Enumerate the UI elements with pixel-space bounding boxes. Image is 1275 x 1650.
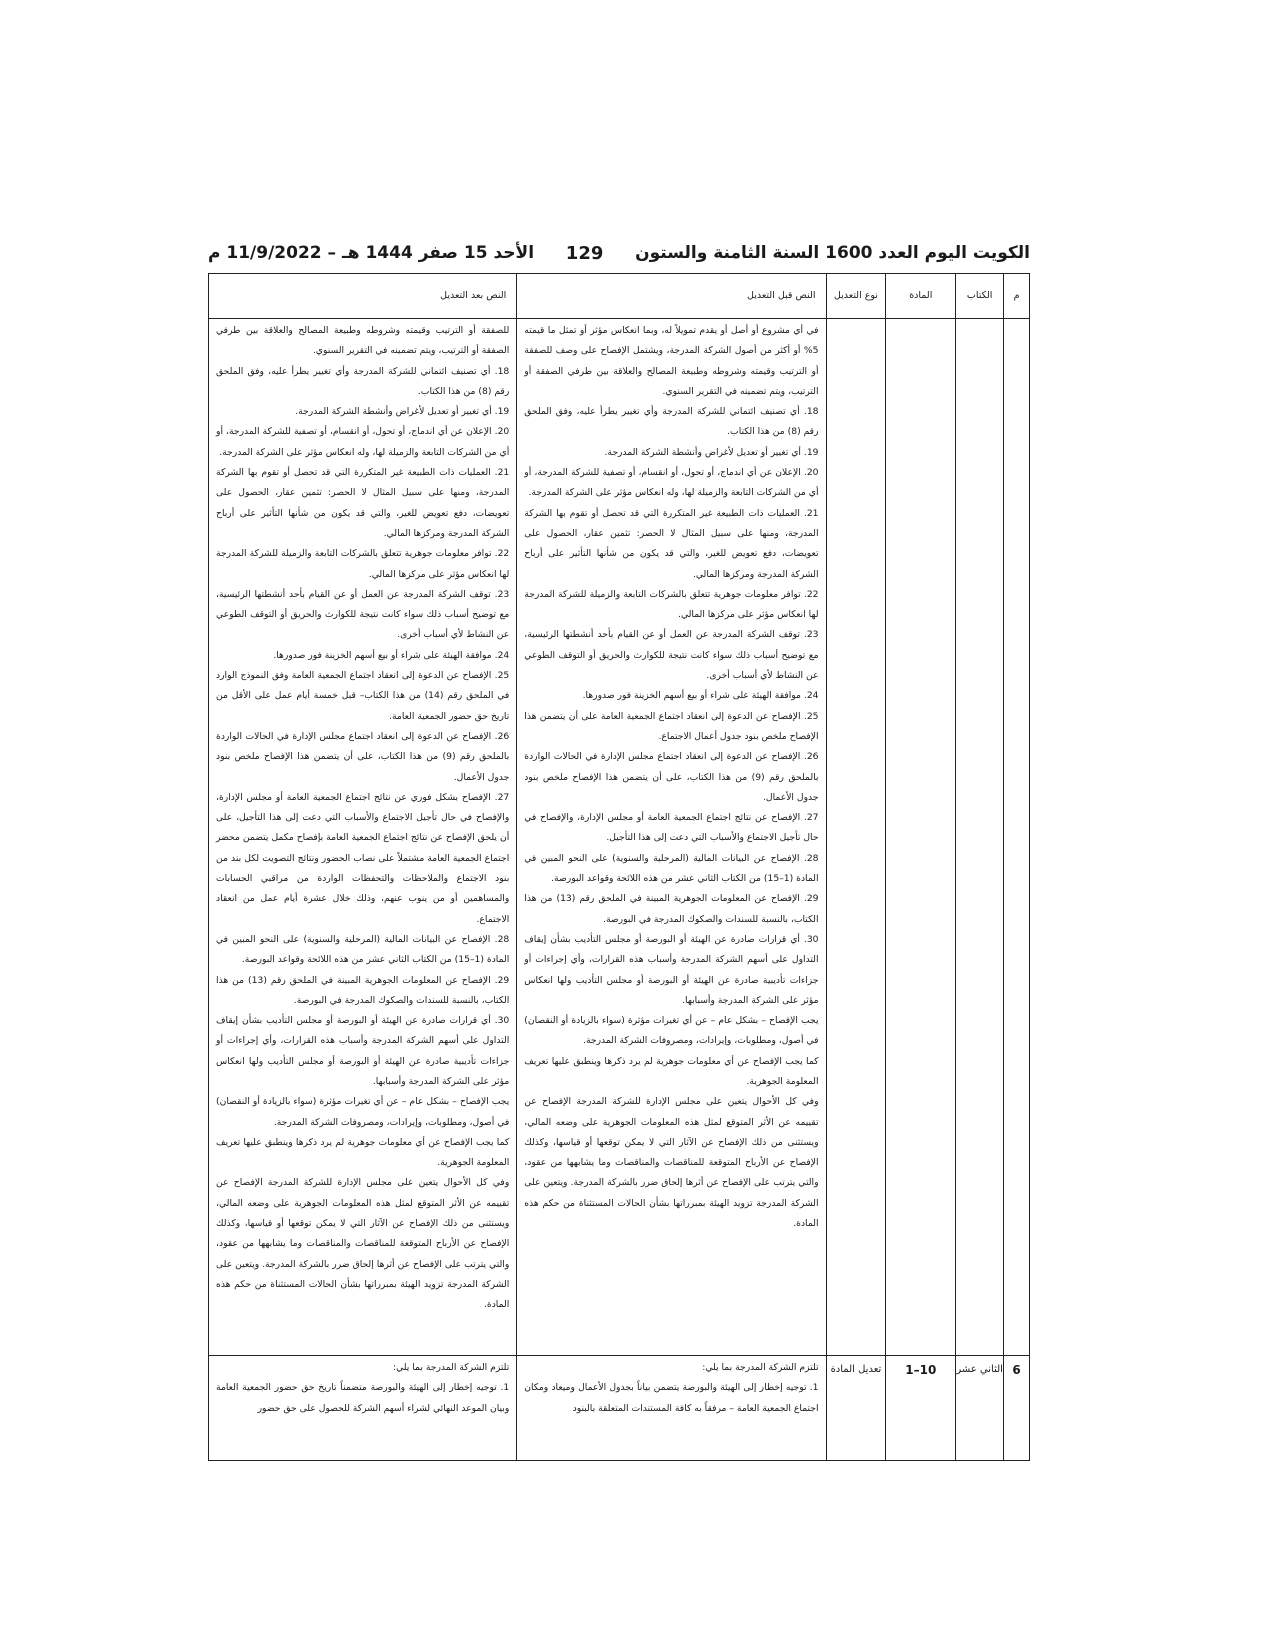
paragraph: 30. أي قرارات صادرة عن الهيئة أو البورصة أو مجلس التأديب بشأن إيقاف التداول على أسهم الشركة المدرجة وأسباب هذه القرارات، وأي إجراءات أو جزاءات تأديبية صادرة عن الهيئة أو البورصة أو مجلس التأديب ولها انعكاس مؤثر على الشركة المدرجة وأسبابها. — [524, 933, 819, 1006]
table-row — [209, 319, 1029, 1356]
paragraph: 26. الإفصاح عن الدعوة إلى انعقاد اجتماع مجلس الإدارة في الحالات الواردة بالملحق رقم (9) من هذا الكتاب، على أن يتضمن هذا الإفصاح ملخص بنود جدول الأعمال. — [216, 730, 510, 783]
paragraph: 24. موافقة الهيئة على شراء أو بيع أسهم الخزينة فور صدورها. — [273, 649, 510, 661]
paragraph: كما يجب الإفصاح عن أي معلومات جوهرية لم يرد ذكرها وينطبق عليها تعريف المعلومة الجوهرية. — [524, 1055, 819, 1087]
paragraph: 24. موافقة الهيئة على شراء أو بيع أسهم الخزينة فور صدورها. — [582, 690, 819, 702]
paragraph: في أي مشروع أو أصل أو يقدم تمويلاً له، وبما انعكاس مؤثر أو تمثل ما قيمته 5% أو أكثر من أصول الشركة المدرجة، ويشتمل الإفصاح على وصف للصفقة أو الترتيب وقيمته وشروطه وطبيعة المصالح والعلاقة بين طرفي الصفقة أو الترتيب، ويتم تضمينه في التقرير السنوي. — [524, 325, 819, 397]
paragraph: وفي كل الأحوال يتعين على مجلس الإدارة للشركة المدرجة الإفصاح عن تقييمه عن الأثر المتوقع لمثل هذه المعلومات الجوهرية على وضعه المالي، ويستثنى من ذلك الإفصاح عن الآثار التي لا يمكن توقعها أو قياسها، وكذلك الإفصاح عن الأرباح المتوقعة للمناقصات والمناقصات وما يشابهها من عقود، والتي يترتب على الإفصاح عن أثرها إلحاق ضرر بالشركة المدرجة. ويتعين على الشركة المدرجة تزويد الهيئة بمبرراتها بشأن الحالات المستثناة من حكم هذه المادة. — [216, 1177, 510, 1311]
column-header-type: نوع التعديل — [826, 274, 886, 318]
amendment-type-cell: تعديل المادة — [826, 1356, 886, 1460]
paragraph: 29. الإفصاح عن المعلومات الجوهرية المبينة في الملحق رقم (13) من هذا الكتاب، بالنسبة للسندات والصكوك المدرجة في البورصة. — [524, 893, 819, 925]
paragraph: 26. الإفصاح عن الدعوة إلى انعقاد اجتماع مجلس الإدارة في الحالات الواردة بالملحق رقم (9) من هذا الكتاب، على أن يتضمن هذا الإفصاح ملخص بنود جدول الأعمال. — [524, 751, 819, 803]
paragraph: للصفقة أو الترتيب وقيمته وشروطه وطبيعة المصالح والعلاقة بين طرفي الصفقة أو الترتيب، ويتم تضمينه في التقرير السنوي. — [216, 325, 510, 357]
column-header-after: النص بعد التعديل — [440, 290, 507, 301]
paragraph: 28. الإفصاح عن البيانات المالية (المرحلية والسنوية) على النحو المبين في المادة (1–15) من الكتاب الثاني عشر من هذه اللائحة وقواعد البورصة. — [524, 852, 819, 885]
paragraph: تلتزم الشركة المدرجة بما يلي: — [702, 1362, 819, 1373]
page-header — [208, 238, 1030, 268]
text-after-cell — [209, 1356, 516, 1460]
paragraph: يجب الإفصاح – بشكل عام – عن أي تغيرات مؤثرة (سواء بالزيادة أو النقصان) في أصول، ومطلوبات، وإيرادات، ومصروفات الشركة المدرجة. — [216, 1096, 510, 1128]
paragraph: 19. أي تغيير أو تعديل لأغراض وأنشطة الشركة المدرجة. — [295, 406, 510, 418]
column-header-article: المادة — [885, 274, 955, 318]
paragraph: يجب الإفصاح – بشكل عام – عن أي تغيرات مؤثرة (سواء بالزيادة أو النقصان) في أصول، ومطلوبات، وإيرادات، ومصروفات الشركة المدرجة. — [524, 1015, 819, 1047]
paragraph: 22. توافر معلومات جوهرية تتعلق بالشركات التابعة والزميلة للشركة المدرجة لها انعكاس مؤثر على مركزها المالي. — [524, 588, 819, 621]
book-cell: الثاني عشر — [955, 1356, 1003, 1460]
row-number: 6 — [1003, 1356, 1029, 1460]
text-before-cell — [516, 1356, 825, 1460]
text-after-cell — [209, 319, 516, 1355]
paragraph: كما يجب الإفصاح عن أي معلومات جوهرية لم يرد ذكرها وينطبق عليها تعريف المعلومة الجوهرية. — [216, 1136, 510, 1169]
paragraph: 21. العمليات ذات الطبيعة غير المتكررة التي قد تحصل أو تقوم بها الشركة المدرجة، ومنها على سبيل المثال لا الحصر: تثمين عقار، الحصول على تعويضات، دفع تعويض للغير، والتي قد يكون من شأنها التأثير على أرباح الشركة المدرجة ومركزها المالي. — [216, 467, 510, 539]
paragraph: 1. توجيه إخطار إلى الهيئة والبورصة يتضمن بياناً بجدول الأعمال وميعاد ومكان اجتماع الجمعية العامة – مرفقاً به كافة المستندات المتعلقة بالبنود — [524, 1382, 819, 1414]
paragraph: 18. أي تصنيف ائتماني للشركة المدرجة وأي تغيير يطرأ عليه، وفق الملحق رقم (8) من هذا الكتاب. — [524, 406, 819, 438]
paragraph: 20. الإعلان عن أي اندماج، أو تحول، أو انقسام، أو تصفية للشركة المدرجة، أو أي من الشركات التابعة والزميلة لها، وله انعكاس مؤثر على الشركة المدرجة. — [524, 467, 819, 499]
column-header-before: النص قبل التعديل — [516, 274, 825, 318]
paragraph: 25. الإفصاح عن الدعوة إلى انعقاد اجتماع الجمعية العامة على أن يتضمن هذا الإفصاح ملخص بنود جدول أعمال الاجتماع. — [524, 710, 819, 742]
paragraph: وفي كل الأحوال يتعين على مجلس الإدارة للشركة المدرجة الإفصاح عن تقييمه عن الأثر المتوقع لمثل هذه المعلومات الجوهرية على وضعه المالي، ويستثنى من ذلك الإفصاح عن الآثار التي لا يمكن توقعها أو قياسها، وكذلك الإفصاح عن الأرباح المتوقعة للمناقصات والمناقصات وما يشابهها من عقود، والتي يترتب على الإفصاح عن أثرها إلحاق ضرر بالشركة المدرجة. ويتعين على الشركة المدرجة تزويد الهيئة بمبرراتها بشأن الحالات المستثناة من حكم هذه المادة. — [524, 1096, 819, 1230]
page-number: 129 — [565, 242, 604, 264]
text-before-cell — [516, 319, 825, 1355]
paragraph: 27. الإفصاح بشكل فوري عن نتائج اجتماع الجمعية العامة أو مجلس الإدارة، والإفصاح في حال تأجيل الاجتماع والأسباب التي دعت إلى هذا التأجيل، على أن يلحق الإفصاح عن نتائج اجتماع الجمعية العامة بإفصاح مكمل يتضمن محضر اجتماع الجمعية العامة مشتملاً على نصاب الحضور ونتائج التصويت لكل بند من بنود الاجتماع والملاحظات والتحفظات الواردة من مراقبي الحسابات والمساهمين أو من ينوب عنهم، وذلك خلال عشرة أيام عمل من انعقاد الاجتماع. — [216, 791, 510, 925]
paragraph: 20. الإعلان عن أي اندماج، أو تحول، أو انقسام، أو تصفية للشركة المدرجة، أو أي من الشركات التابعة والزميلة لها، وله انعكاس مؤثر على الشركة المدرجة. — [216, 426, 510, 458]
table-header-row — [209, 274, 1029, 319]
issue-date: الأحد 15 صفر 1444 هـ – 11/9/2022 م — [208, 243, 535, 263]
table-row — [209, 1356, 1029, 1460]
paragraph: 19. أي تغيير أو تعديل لأغراض وأنشطة الشركة المدرجة. — [604, 446, 819, 458]
paragraph: تلتزم الشركة المدرجة بما يلي: — [392, 1362, 510, 1373]
paragraph: 25. الإفصاح عن الدعوة إلى انعقاد اجتماع الجمعية العامة وفق النموذج الوارد في الملحق رقم (14) من هذا الكتاب– قبل خمسة أيام عمل على الأقل من تاريخ حق حضور الجمعية العامة. — [216, 670, 510, 722]
masthead: الكويت اليوم العدد 1600 السنة الثامنة والستون — [635, 243, 1030, 263]
paragraph: 21. العمليات ذات الطبيعة غير المتكررة التي قد تحصل أو تقوم بها الشركة المدرجة، ومنها على سبيل المثال لا الحصر: تثمين عقار، الحصول على تعويضات، دفع تعويض للغير، والتي قد يكون من شأنها التأثير على أرباح الشركة المدرجة ومركزها المالي. — [524, 507, 819, 580]
column-header-m: م — [1003, 274, 1029, 318]
paragraph: 30. أي قرارات صادرة عن الهيئة أو البورصة أو مجلس التأديب بشأن إيقاف التداول على أسهم الشركة المدرجة وأسباب هذه القرارات، وأي إجراءات أو جزاءات تأديبية صادرة عن الهيئة أو البورصة أو مجلس التأديب ولها انعكاس مؤثر على الشركة المدرجة وأسبابها. — [216, 1015, 510, 1087]
paragraph: 28. الإفصاح عن البيانات المالية (المرحلية والسنوية) على النحو المبين في المادة (1–15) من الكتاب الثاني عشر من هذه اللائحة وقواعد البورصة. — [216, 933, 510, 966]
paragraph: 23. توقف الشركة المدرجة عن العمل أو عن القيام بأحد أنشطتها الرئيسية، مع توضيح أسباب ذلك سواء كانت نتيجة للكوارث والحريق أو التوقف الطوعي عن النشاط لأي أسباب أخرى. — [524, 629, 819, 682]
paragraph: 27. الإفصاح عن نتائج اجتماع الجمعية العامة أو مجلس الإدارة، والإفصاح في حال تأجيل الاجتماع والأسباب التي دعت إلى هذا التأجيل. — [524, 812, 819, 844]
paragraph: 22. توافر معلومات جوهرية تتعلق بالشركات التابعة والزميلة للشركة المدرجة لها انعكاس مؤثر على مركزها المالي. — [216, 548, 510, 580]
paragraph: 18. أي تصنيف ائتماني للشركة المدرجة وأي تغيير يطرأ عليه، وفق الملحق رقم (8) من هذا الكتاب. — [216, 365, 510, 397]
paragraph: 1. توجيه إخطار إلى الهيئة والبورصة متضمناً تاريخ حق حضور الجمعية العامة وبيان الموعد النهائي لشراء أسهم الشركة للحصول على حق حضور — [216, 1382, 510, 1414]
article-cell: 10–1 — [885, 1356, 955, 1460]
amendments-table — [208, 273, 1030, 1461]
paragraph: 23. توقف الشركة المدرجة عن العمل أو عن القيام بأحد أنشطتها الرئيسية، مع توضيح أسباب ذلك سواء كانت نتيجة للكوارث والحريق أو التوقف الطوعي عن النشاط لأي أسباب أخرى. — [216, 588, 510, 641]
paragraph: 29. الإفصاح عن المعلومات الجوهرية المبينة في الملحق رقم (13) من هذا الكتاب، بالنسبة للسندات والصكوك المدرجة في البورصة. — [216, 974, 510, 1006]
column-header-book: الكتاب — [955, 274, 1003, 318]
